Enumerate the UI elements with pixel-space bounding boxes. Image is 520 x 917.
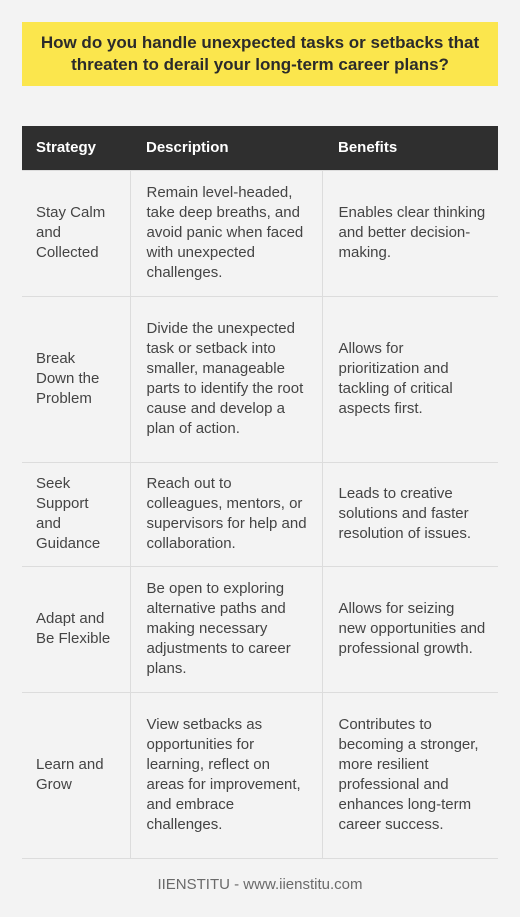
table-row (22, 566, 498, 692)
description-cell: Remain level-headed, take deep breaths, and avoid panic when faced with unexpected challenges. (130, 170, 322, 296)
table-row (22, 296, 498, 462)
strategy-cell: Adapt and Be Flexible (22, 566, 130, 692)
strategy-table (22, 126, 498, 859)
benefits-cell: Enables clear thinking and better decision-making. (322, 170, 498, 296)
column-header-benefits: Benefits (322, 126, 498, 170)
description-cell: View setbacks as opportunities for learning, reflect on areas for improvement, and embrace challenges. (130, 692, 322, 858)
description-cell: Be open to exploring alternative paths and making necessary adjustments to career plans. (130, 566, 322, 692)
benefits-cell: Contributes to becoming a stronger, more resilient professional and enhances long-term career success. (322, 692, 498, 858)
description-cell: Reach out to colleagues, mentors, or supervisors for help and collaboration. (130, 462, 322, 566)
strategy-cell: Break Down the Problem (22, 296, 130, 462)
strategy-cell: Stay Calm and Collected (22, 170, 130, 296)
title-banner (22, 22, 498, 86)
strategy-cell: Seek Support and Guidance (22, 462, 130, 566)
footer-credit: IIENSTITU - www.iienstitu.com (157, 876, 363, 893)
strategy-cell: Learn and Grow (22, 692, 130, 858)
benefits-cell: Leads to creative solutions and faster resolution of issues. (322, 462, 498, 566)
column-header-description: Description (130, 126, 322, 170)
table-header-row (22, 126, 498, 170)
table-row (22, 462, 498, 566)
table-row (22, 170, 498, 296)
page-title: How do you handle unexpected tasks or setbacks that threaten to derail your long-term career plans? (40, 33, 480, 74)
benefits-cell: Allows for prioritization and tackling of critical aspects first. (322, 296, 498, 462)
benefits-cell: Allows for seizing new opportunities and professional growth. (322, 566, 498, 692)
table-row (22, 692, 498, 858)
column-header-strategy: Strategy (22, 126, 130, 170)
description-cell: Divide the unexpected task or setback into smaller, manageable parts to identify the root cause and develop a plan of action. (130, 296, 322, 462)
